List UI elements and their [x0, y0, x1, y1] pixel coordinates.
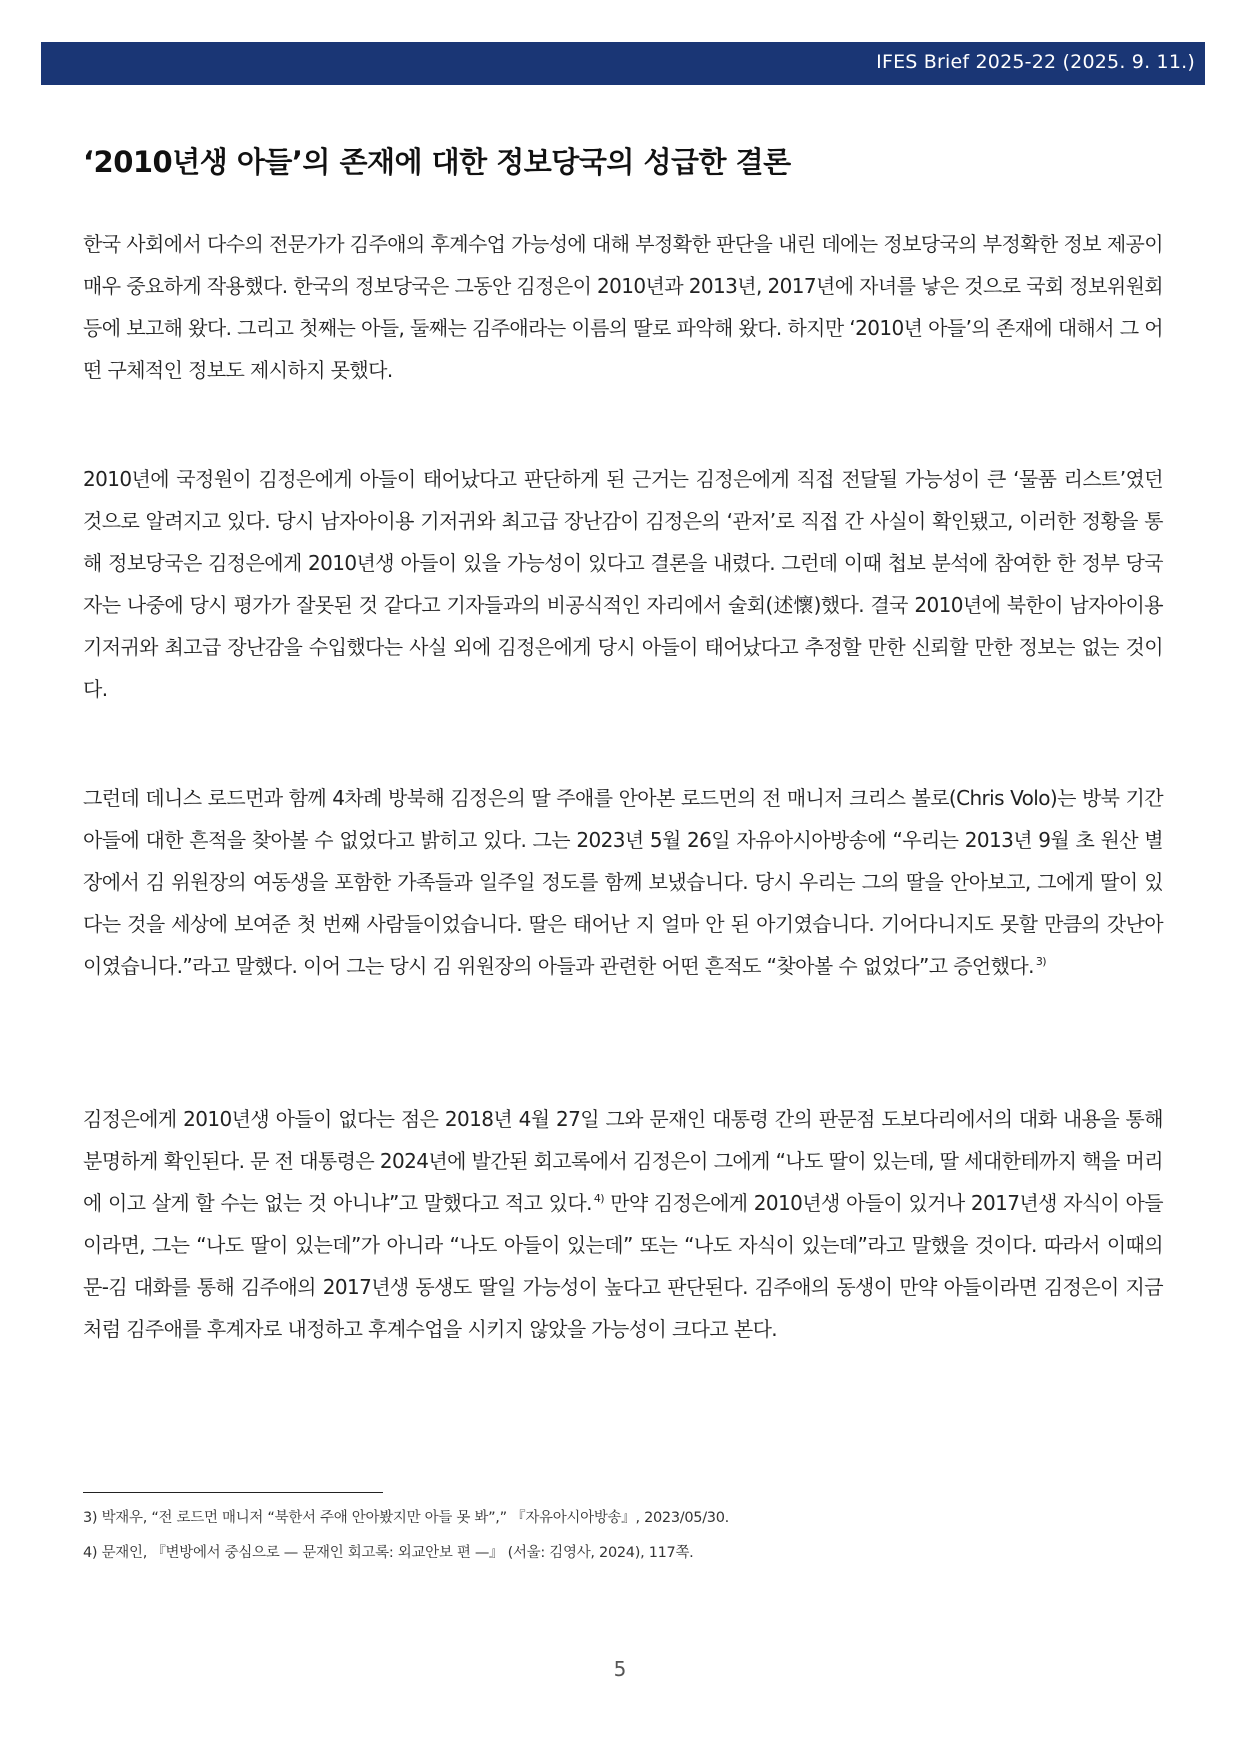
paragraph-3	[83, 777, 1163, 987]
paragraph-text: 2010년에 국정원이 김정은에게 아들이 태어났다고 판단하게 된 근거는 김정은에게 직접 전달될 가능성이 큰 ‘물품 리스트’였던 것으로 알려지고 있다. 당시 남자아이용 기저귀와 최고급 장난감이 김정은의 ‘관저’로 직접 간 사실이 확인됐고, 이러한 정황을 통해 정보당국은 김정은에게 2010년생 아들이 있을 가능성이 있다고 결론을 내렸다. 그런데 이때 첩보 분석에 참여한 한 정부 당국자는 나중에 당시 평가가 잘못된 것 같다고 기자들과의 비공식적인 자리에서 술회(述懷)했다. 결국 2010년에 북한이 남자아이용 기저귀와 최고급 장난감을 수입했다는 사실 외에 김정은에게 당시 아들이 태어났다고 추정할 만한 신뢰할 만한 정보는 없는 것이다.	[83, 467, 1163, 701]
paragraph-text-part-a: 김정은에게 2010년생 아들이 없다는 점은 2018년 4월 27일 그와 문재인 대통령 간의 판문점 도보다리에서의 대화 내용을 통해 분명하게 확인된다. 문 전 대통령은 2024년에 발간된 회고록에서 김정은이 그에게 “나도 딸이 있는데, 딸 세대한테까지 핵을 머리에 이고 살게 할 수는 없는 것 아니냐”고 말했다고 적고 있다.	[83, 1107, 1163, 1215]
header-bar	[41, 42, 1205, 85]
footnote-ref-3[interactable]: 3)	[1035, 955, 1046, 968]
page-number: 5	[613, 1657, 627, 1681]
paragraph-4	[83, 1098, 1163, 1350]
footnote-4: 4) 문재인, 『변방에서 중심으로 — 문재인 회고록: 외교안보 편 —』 (서울: 김영사, 2024), 117쪽.	[83, 1545, 694, 1561]
footnote-3: 3) 박재우, “전 로드먼 매니저 “북한서 주애 안아봤지만 아들 못 봐”,” 『자유아시아방송』, 2023/05/30.	[83, 1510, 729, 1526]
paragraph-2	[83, 458, 1163, 710]
section-title: ‘2010년생 아들’의 존재에 대한 정보당국의 성급한 결론	[83, 145, 791, 179]
paragraph-text-part-b: 만약 김정은에게 2010년생 아들이 있거나 2017년생 자식이 아들이라면, 그는 “나도 딸이 있는데”가 아니라 “나도 아들이 있는데” 또는 “나도 자식이 있는데”라고 말했을 것이다. 따라서 이때의 문-김 대화를 통해 김주애의 2017년생 동생도 딸일 가능성이 높다고 판단된다. 김주애의 동생이 만약 아들이라면 김정은이 지금처럼 김주애를 후계자로 내정하고 후계수업을 시키지 않았을 가능성이 크다고 본다.	[83, 1191, 1163, 1341]
paragraph-text-body: 그런데 데니스 로드먼과 함께 4차례 방북해 김정은의 딸 주애를 안아본 로드먼의 전 매니저 크리스 볼로(Chris Volo)는 방북 기간 아들에 대한 흔적을 찾아볼 수 없었다고 밝히고 있다. 그는 2023년 5월 26일 자유아시아방송에 “우리는 2013년 9월 초 원산 별장에서 김 위원장의 여동생을 포함한 가족들과 일주일 정도를 함께 보냈습니다. 당시 우리는 그의 딸을 안아보고, 그에게 딸이 있다는 것을 세상에 보여준 첫 번째 사람들이었습니다. 딸은 태어난 지 얼마 안 된 아기였습니다. 기어다니지도 못할 만큼의 갓난아이였습니다.”라고 말했다. 이어 그는 당시 김 위원장의 아들과 관련한 어떤 흔적도 “찾아볼 수 없었다”고 증언했다.	[83, 786, 1163, 978]
footnote-divider	[83, 1492, 383, 1493]
brief-label: IFES Brief 2025-22 (2025. 9. 11.)	[876, 51, 1195, 73]
footnote-ref-4[interactable]: 4)	[593, 1192, 604, 1205]
paragraph-text	[83, 777, 1163, 987]
paragraph-text: 한국 사회에서 다수의 전문가가 김주애의 후계수업 가능성에 대해 부정확한 판단을 내린 데에는 정보당국의 부정확한 정보 제공이 매우 중요하게 작용했다. 한국의 정보당국은 그동안 김정은이 2010년과 2013년, 2017년에 자녀를 낳은 것으로 국회 정보위원회 등에 보고해 왔다. 그리고 첫째는 아들, 둘째는 김주애라는 이름의 딸로 파악해 왔다. 하지만 ‘2010년 아들’의 존재에 대해서 그 어떤 구체적인 정보도 제시하지 못했다.	[83, 232, 1164, 382]
paragraph-1	[83, 223, 1163, 391]
paragraph-text	[83, 1098, 1163, 1350]
